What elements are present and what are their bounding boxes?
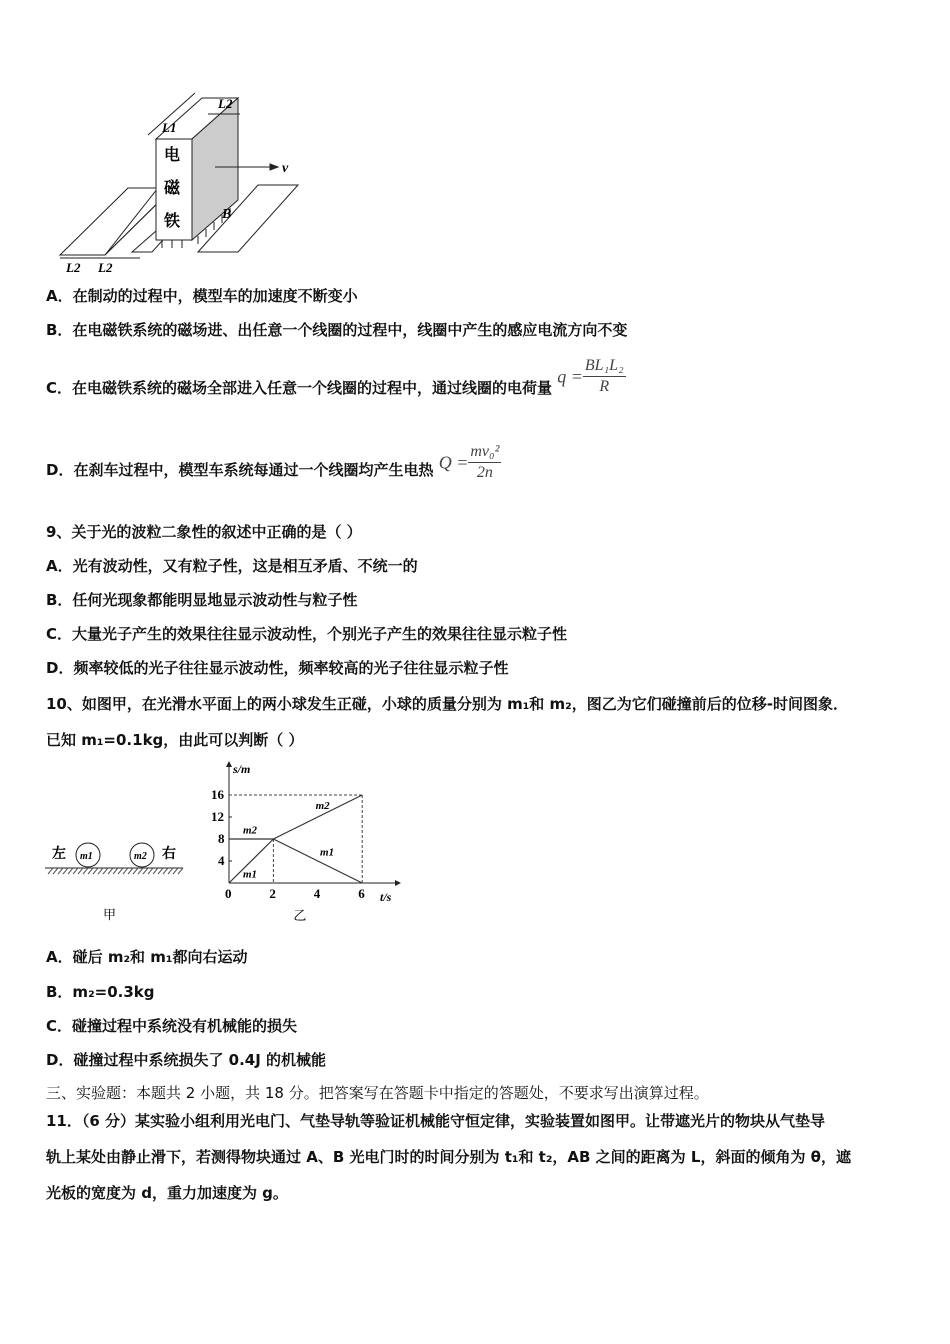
- label-right: 右: [162, 846, 176, 862]
- y-axis-label: s/m: [233, 762, 251, 776]
- q9-stem: 9、关于光的波粒二象性的叙述中正确的是（ ）: [46, 523, 362, 541]
- formula-den: 2n: [476, 464, 493, 481]
- q10-stem-1: 10、如图甲，在光滑水平面上的两小球发生正碰，小球的质量分别为 m₁和 m₂，图乙为它们碰撞前后的位移-时间图象．: [46, 695, 848, 713]
- magnet-char: 电: [164, 145, 181, 164]
- series-label-m2: m2: [315, 799, 330, 812]
- formula-lhs: q =: [557, 366, 583, 387]
- label-L1: L1: [162, 120, 177, 135]
- q10-option-d: D．碰撞过程中系统损失了 0.4J 的机械能: [46, 1051, 327, 1069]
- label-left: 左: [52, 846, 66, 862]
- y-tick-label: 16: [211, 787, 224, 802]
- ball-m1-label: m1: [80, 851, 93, 862]
- formula-num: BL₁L₂: [583, 356, 626, 377]
- q9-option-b: B．任何光现象都能明显地显示波动性与粒子性: [46, 591, 358, 609]
- caption-jia: 甲: [103, 908, 117, 923]
- q11-line-2: 轨上某处由静止滑下，若测得物块通过 A、B 光电门时的时间分别为 t₁和 t₂，AB 之间的距离为 L，斜面的倾角为 θ，遮: [46, 1148, 851, 1166]
- x-tick-label: 0: [225, 886, 232, 901]
- q11-line-1: 11．（6 分）某实验小组利用光电门、气垫导轨等验证机械能守恒定律，实验装置如图甲。让带遮光片的物块从气垫导: [46, 1112, 826, 1130]
- formula-lhs: Q =: [438, 452, 469, 473]
- st-graph: [200, 755, 410, 930]
- y-tick-label: 8: [218, 831, 225, 846]
- q8-option-b: B．在电磁铁系统的磁场进、出任意一个线圈的过程中，线圈中产生的感应电流方向不变: [46, 321, 628, 339]
- x-axis-label: t/s: [380, 890, 392, 904]
- q10-option-a: A．碰后 m₂和 m₁都向右运动: [46, 948, 248, 966]
- label-B: B: [222, 207, 232, 222]
- q9-option-d: D．频率较低的光子往往显示波动性，频率较高的光子往往显示粒子性: [46, 659, 509, 677]
- electromagnet-figure: [40, 90, 340, 280]
- section-3-heading: 三、实验题：本题共 2 小题，共 18 分。把答案写在答题卡中指定的答题处，不要求写出演算过程。: [46, 1084, 709, 1102]
- y-tick-label: 4: [218, 853, 225, 868]
- q10-option-b: B．m₂=0.3kg: [46, 983, 155, 1001]
- q8-option-a: A．在制动的过程中，模型车的加速度不断变小: [46, 287, 358, 305]
- x-tick-label: 4: [313, 886, 321, 901]
- chart-caption: 乙: [293, 909, 307, 924]
- series-line-m1: [273, 839, 362, 883]
- y-tick-label: 12: [211, 809, 224, 824]
- y-axis-arrow: [226, 761, 232, 767]
- q8-option-d: [46, 440, 501, 501]
- q9-option-a: A．光有波动性，又有粒子性，这是相互矛盾、不统一的: [46, 557, 418, 575]
- q11-line-3: 光板的宽度为 d，重力加速度为 g。: [46, 1184, 288, 1202]
- q10-option-c: C．碰撞过程中系统没有机械能的损失: [46, 1017, 298, 1035]
- formula-den: R: [599, 378, 610, 395]
- q9-option-c: C．大量光子产生的效果往往显示波动性，个别光子产生的效果往往显示粒子性: [46, 625, 568, 643]
- label-L2-left: L2: [66, 260, 81, 275]
- x-tick-label: 2: [269, 886, 276, 901]
- formula-num: mv₀²: [468, 442, 501, 463]
- q10-stem-2: 已知 m₁=0.1kg，由此可以判断（ ）: [46, 731, 304, 749]
- x-tick-label: 6: [358, 886, 365, 901]
- q8-option-c-text: C．在电磁铁系统的磁场全部进入任意一个线圈的过程中，通过线圈的电荷量: [46, 379, 553, 397]
- magnet-char: 铁: [164, 211, 181, 230]
- series-label-m1: m1: [243, 868, 258, 881]
- figure-jia: [40, 830, 200, 930]
- label-v: v: [282, 161, 289, 176]
- label-L2-right: L2: [98, 260, 113, 275]
- magnet-char: 磁: [164, 178, 181, 197]
- q8-option-d-text: D．在刹车过程中，模型车系统每通过一个线圈均产生电热: [46, 461, 434, 479]
- series-label-m1: m1: [320, 846, 335, 859]
- label-L2-top: L2: [218, 96, 233, 111]
- q8-option-c: [46, 358, 626, 419]
- x-axis-arrow: [395, 880, 401, 886]
- ball-m2-label: m2: [134, 851, 147, 862]
- series-label-m2: m2: [243, 824, 258, 837]
